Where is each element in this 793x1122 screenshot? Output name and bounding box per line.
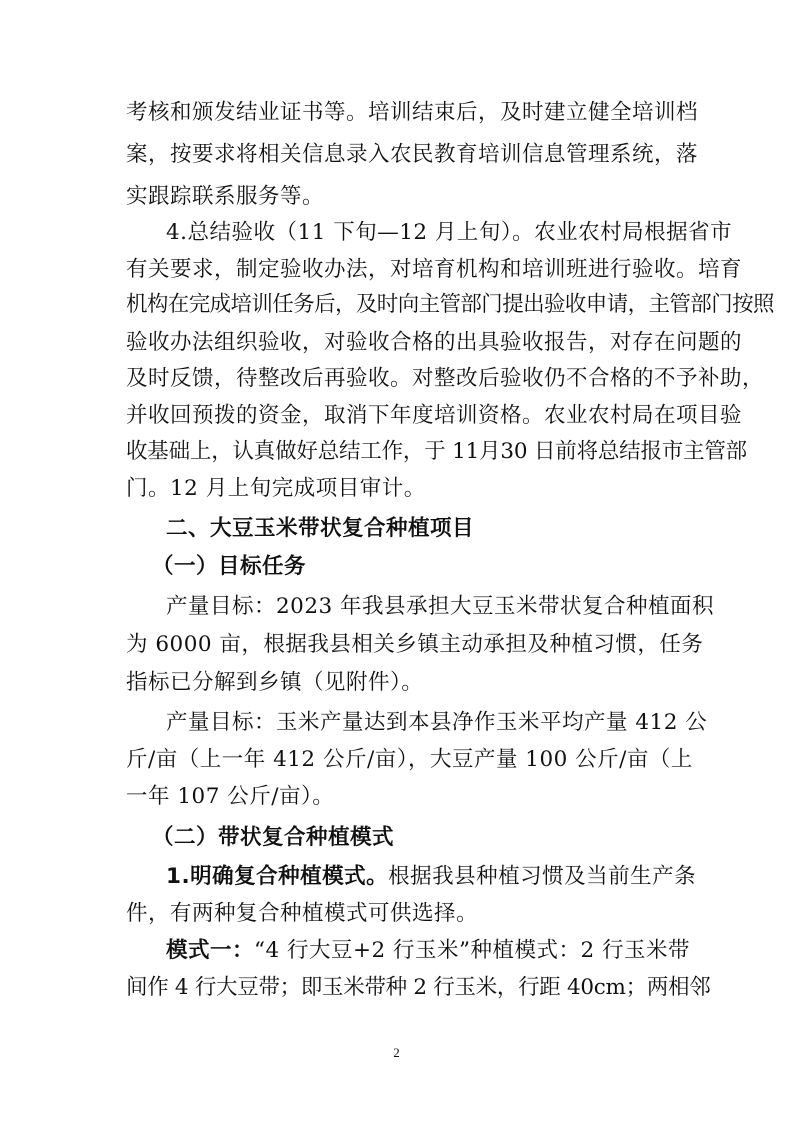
paragraph-line: 考核和颁发结业证书等。培训结束后，及时建立健全培训档 [126,100,699,125]
paragraph-line: 门。12 月上旬完成项目审计。 [126,476,426,501]
target-line: 斤/亩（上一年 412 公斤/亩），大豆产量 100 公斤/亩（上 [126,747,693,772]
paragraph-line: 机构在完成培训任务后，及时向主管部门提出验收申请，主管部门按照 [126,292,774,317]
target-line: 为 6000 亩，根据我县相关乡镇主动承担及种植习惯，任务 [126,632,704,657]
mode-intro-text: 根据我县种植习惯及当前生产条 [388,864,697,889]
paragraph-line: 并收回预拨的资金，取消下年度培训资格。农业农村局在项目验 [126,403,743,428]
paragraph-line: 实跟踪联系服务等。 [126,184,325,209]
target-line: 一年 107 公斤/亩）。 [126,784,335,809]
mode-intro-line [166,862,696,892]
paragraph-line: 及时反馈，待整改后再验收。对整改后验收仍不合格的不予补助， [126,366,765,391]
section-heading: 二、大豆玉米带状复合种植项目 [166,516,475,541]
target-line: 产量目标：玉米产量达到本县净作玉米平均产量 412 公 [166,710,708,735]
paragraph-line: 有关要求，制定验收办法，对培育机构和培训班进行验收。培育 [126,257,743,282]
target-line: 指标已分解到乡镇（见附件）。 [126,670,424,695]
page-number: 2 [393,1045,400,1060]
paragraph-line: 收基础上，认真做好总结工作，于 11月30 日前将总结报市主管部 [126,439,747,464]
mode-one-label: 模式一： [166,938,255,963]
mode-one-line [166,936,690,966]
paragraph-line: 案，按要求将相关信息录入农民教育培训信息管理系统，落 [126,142,699,167]
mode-one-line: 间作 4 行大豆带；即玉米带种 2 行玉米，行距 40cm；两相邻 [126,975,711,1000]
target-line: 产量目标：2023 年我县承担大豆玉米带状复合种植面积 [166,594,715,619]
subheading-target: （一）目标任务 [152,554,307,579]
subheading-mode: （二）带状复合种植模式 [152,825,395,850]
paragraph-line: 4.总结验收（11 下旬—12 月上旬）。农业农村局根据省市 [166,220,733,245]
mode-intro-lead: 1.明确复合种植模式。 [166,864,389,889]
paragraph-line: 验收办法组织验收，对验收合格的出具验收报告，对存在问题的 [126,330,743,355]
mode-one-text: “4 行大豆+2 行玉米”种植模式：2 行玉米带 [254,938,691,963]
mode-intro-line: 件，有两种复合种植模式可供选择。 [126,901,479,926]
